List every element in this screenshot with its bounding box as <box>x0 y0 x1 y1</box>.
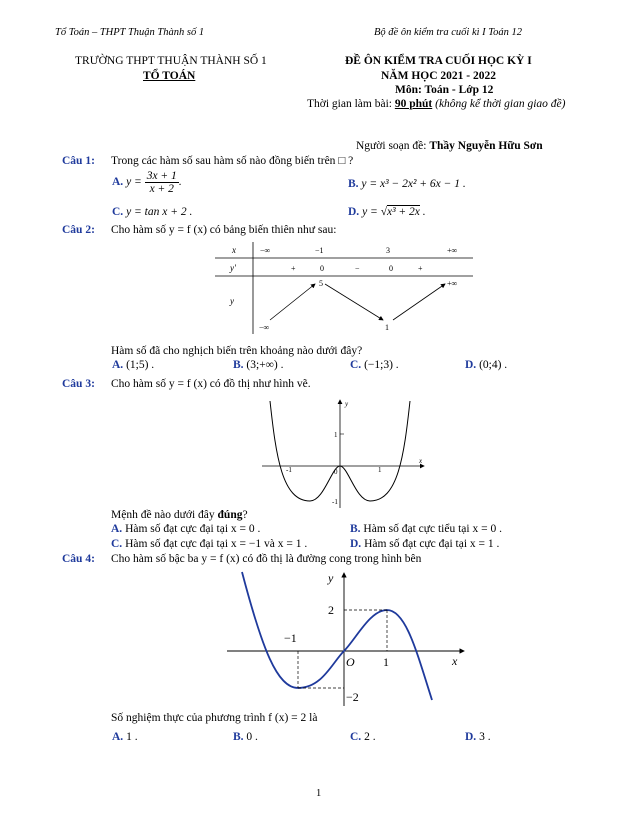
q2-option-b: B. (3;+∞) . <box>233 359 284 371</box>
q3-x-label: x <box>419 457 423 465</box>
q2-option-d: D. (0;4) . <box>465 359 508 371</box>
vt-y1: 5 <box>319 279 323 288</box>
vt-sign-3: 0 <box>389 264 393 273</box>
q2-text: Cho hàm số y = f (x) có bảng biến thiên như sau: <box>111 224 337 236</box>
vt-sign-1: 0 <box>320 264 324 273</box>
vt-y0: −∞ <box>259 323 270 332</box>
page-number: 1 <box>316 788 322 799</box>
q4-tick-m2: −2 <box>346 690 359 704</box>
school-name: TRƯỜNG THPT THUẬN THÀNH SỐ 1 <box>75 55 267 67</box>
vt-sign-4: + <box>418 264 423 273</box>
vt-sign-2: − <box>355 264 360 273</box>
q1-option-d: D. y = √x³ + 2x . <box>348 206 426 218</box>
q3-origin: 0 <box>334 468 338 476</box>
vt-x0: −∞ <box>260 246 271 255</box>
q1-option-b: B. y = x³ − 2x² + 6x − 1 . <box>348 178 466 190</box>
department: TỔ TOÁN <box>143 70 196 82</box>
q3-text: Cho hàm số y = f (x) có đồ thị như hình vẽ. <box>111 378 311 390</box>
q4-option-c: C. 2 . <box>350 731 376 743</box>
vt-x-label: x <box>232 245 236 255</box>
q4-label: Câu 4: <box>62 553 95 565</box>
q3-option-a: A. Hàm số đạt cực đại tại x = 0 . <box>111 523 261 535</box>
vt-arrow-down <box>325 284 383 320</box>
q3-tick-m1y: -1 <box>332 498 338 506</box>
q2-prompt: Hàm số đã cho nghịch biến trên khoảng nào dưới đây? <box>111 345 363 357</box>
vt-arrow-up-1 <box>270 284 315 320</box>
vt-y3: +∞ <box>447 279 458 288</box>
q3-prompt: Mệnh đề nào dưới đây đúng? <box>111 509 248 521</box>
vt-y2: 1 <box>385 323 389 332</box>
q4-tick-2: 2 <box>328 603 334 617</box>
q4-graph <box>222 568 467 708</box>
q2-option-c: C. (−1;3) . <box>350 359 399 371</box>
exam-time: Thời gian làm bài: 90 phút (không kể thời gian giao đề) <box>307 98 566 110</box>
q4-y-label: y <box>328 571 334 585</box>
exam-title: ĐỀ ÔN KIỂM TRA CUỐI HỌC KỲ I <box>345 55 532 67</box>
header-left: Tổ Toán – THPT Thuận Thành số 1 <box>55 27 205 38</box>
q1-option-a: A. y = $\frac{3x + 1}{x + 2}$ . <box>112 170 182 195</box>
q3-graph <box>262 396 432 511</box>
vt-y-label: y <box>230 296 234 306</box>
exam-year: NĂM HỌC 2021 - 2022 <box>381 70 496 82</box>
q3-option-b: B. Hàm số đạt cực tiểu tại x = 0 . <box>350 523 502 535</box>
q3-tick-1x: 1 <box>378 466 382 474</box>
q1-text: Trong các hàm số sau hàm số nào đồng biến trên □ ? <box>111 155 354 167</box>
q4-x-label: x <box>452 654 458 668</box>
exam-subject: Môn: Toán - Lớp 12 <box>395 84 494 96</box>
q1-label: Câu 1: <box>62 155 95 167</box>
variation-table <box>215 240 475 335</box>
q1-option-c: C. y = tan x + 2 . <box>112 206 193 218</box>
vt-x3: +∞ <box>447 246 458 255</box>
q3-option-d: D. Hàm số đạt cực đại tại x = 1 . <box>350 538 500 550</box>
q3-tick-m1x: -1 <box>286 466 292 474</box>
q4-text: Cho hàm số bậc ba y = f (x) có đồ thị là đường cong trong hình bên <box>111 553 422 565</box>
q4-curve <box>242 572 432 700</box>
header-right: Bộ đề ôn kiểm tra cuối kì I Toán 12 <box>374 27 523 38</box>
vt-arrow-up-2 <box>393 284 445 320</box>
q4-tick-m1: −1 <box>284 631 297 645</box>
q3-label: Câu 3: <box>62 378 95 390</box>
q3-option-c: C. Hàm số đạt cực đại tại x = −1 và x = 1 . <box>111 538 308 550</box>
q2-label: Câu 2: <box>62 224 95 236</box>
q4-tick-1: 1 <box>383 655 389 669</box>
vt-x1: −1 <box>315 246 324 255</box>
vt-x2: 3 <box>386 246 390 255</box>
q4-origin: O <box>346 655 355 669</box>
vt-sign-0: + <box>291 264 296 273</box>
q4-prompt: Số nghiệm thực của phương trình f (x) = 2 là <box>111 712 318 724</box>
q4-option-a: A. 1 . <box>112 731 138 743</box>
q4-option-b: B. 0 . <box>233 731 258 743</box>
q3-y-label: y <box>345 400 349 408</box>
q3-tick-1: 1 <box>334 431 338 439</box>
q2-option-a: A. (1;5) . <box>112 359 155 371</box>
vt-yp-label: y' <box>230 263 236 273</box>
author-line: Người soạn đề: Thầy Nguyễn Hữu Sơn <box>356 140 543 152</box>
q4-option-d: D. 3 . <box>465 731 491 743</box>
